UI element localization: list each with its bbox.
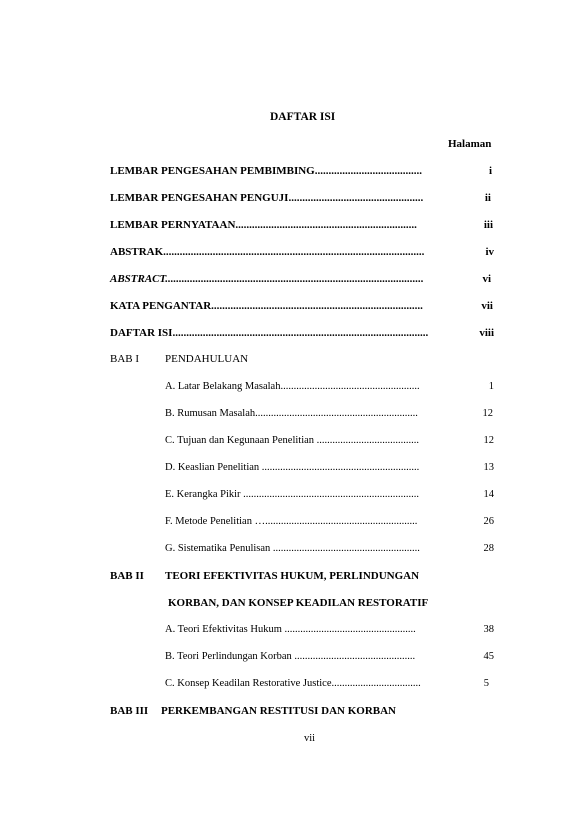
toc-entry-page: vii [481,300,493,312]
page-title: DAFTAR ISI [270,111,336,123]
toc-subentry-page: 45 [483,651,494,662]
toc-entry-label: LEMBAR PENGESAHAN PENGUJI................................................. [110,192,424,204]
toc-subentry-page: 38 [483,624,494,635]
toc-subentry-page: 26 [483,516,494,527]
page-number: vii [304,733,316,744]
toc-subentry-label: C. Konsep Keadilan Restorative Justice.................................. [165,678,421,689]
chapter-title: PERKEMBANGAN RESTITUSI DAN KORBAN [161,705,397,717]
toc-subentry-page: 12 [483,435,494,446]
toc-subentry-label: B. Teori Perlindungan Korban .............................................. [165,651,416,662]
chapter-title: TEORI EFEKTIVITAS HUKUM, PERLINDUNGAN [165,570,420,582]
chapter-title: PENDAHULUAN [165,353,249,365]
toc-entry-page: iv [485,246,494,258]
toc-entry-label: ABSTRACT.............................................................................................. [110,273,424,285]
toc-subentry-label: G. Sistematika Penulisan ........................................................ [165,543,420,554]
chapter-number: BAB III [110,705,149,717]
toc-entry-label: KATA PENGANTAR............................................................................. [110,300,423,312]
toc-entry-page: viii [479,327,494,339]
toc-entry-label: ABSTRAK............................................................................................... [110,246,425,258]
chapter-title-continued: KORBAN, DAN KONSEP KEADILAN RESTORATIF [168,597,429,609]
toc-entry-label: LEMBAR PENGESAHAN PEMBIMBING....................................... [110,165,422,177]
toc-entry-page: ii [484,192,491,204]
toc-subentry-label: A. Latar Belakang Masalah..................................................... [165,381,420,392]
toc-subentry-page: 13 [483,462,494,473]
toc-subentry-page: 28 [483,543,494,554]
toc-subentry-page: 12 [482,408,493,419]
toc-subentry-page: 14 [483,489,494,500]
toc-subentry-label: F. Metode Penelitian ….......................................................... [165,516,418,527]
toc-subentry-label: E. Kerangka Pikir ................................................................... [165,489,420,500]
toc-entry-page: vi [482,273,491,285]
toc-subentry-label: A. Teori Efektivitas Hukum .................................................. [165,624,416,635]
toc-entry-page: iii [483,219,493,231]
toc-entry-label: DAFTAR ISI............................................................................................. [110,327,429,339]
chapter-number: BAB I [110,353,140,365]
toc-subentry-label: B. Rumusan Masalah.............................................................. [165,408,418,419]
toc-subentry-label: D. Keaslian Penelitian ............................................................ [165,462,420,473]
page-column-header: Halaman [448,138,492,150]
toc-subentry-label: C. Tujuan dan Kegunaan Penelitian ....................................... [165,435,420,446]
toc-entry-label: LEMBAR PERNYATAAN.................................................................. [110,219,417,231]
toc-subentry-page: 1 [488,381,494,392]
toc-entry-page: i [488,165,492,177]
chapter-number: BAB II [110,570,144,582]
toc-subentry-page: 5 [483,678,489,689]
